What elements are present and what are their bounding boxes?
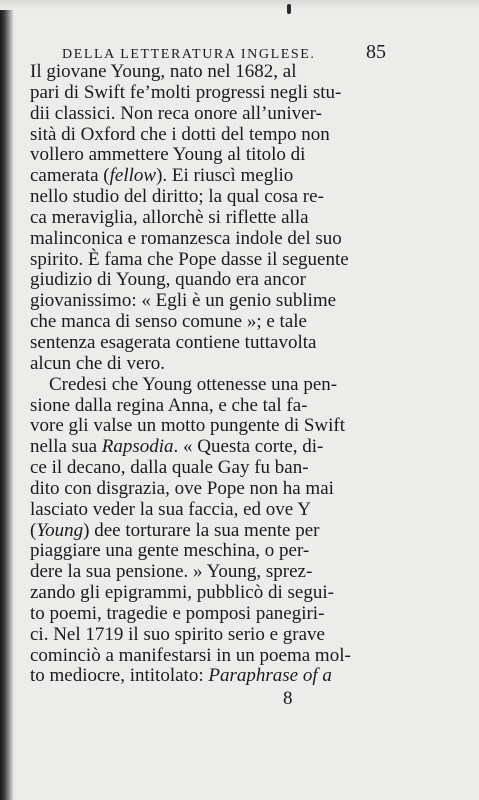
text-line [30, 375, 386, 396]
text-run: sentenza esagerata contiene tuttavolta [30, 331, 317, 353]
top-edge-shade [0, 0, 479, 10]
italic-run: Rapsodia [101, 436, 174, 458]
text-run: lasciato veder la sua faccia, ed ove Y [30, 498, 311, 520]
page-number: 85 [366, 41, 386, 63]
text-line [30, 312, 386, 333]
text-line [30, 521, 386, 542]
text-run: vollero ammettere Young al titolo di [30, 144, 306, 166]
text-line [30, 250, 386, 271]
text-run: pari di Swift fe’molti progressi negli stu- [30, 81, 342, 103]
text-run: dere la sua pensione. » Young, sprez- [30, 561, 313, 583]
text-run: nella sua [30, 436, 102, 458]
text-line [30, 104, 386, 125]
text-run: . « Questa corte, di- [173, 436, 324, 458]
text-line [30, 500, 386, 521]
signature-mark: 8 [283, 688, 293, 709]
text-line [30, 541, 386, 562]
text-line [30, 208, 386, 229]
text-run: camerata ( [30, 165, 110, 187]
text-line [30, 187, 386, 208]
text-run: ) dee torturare la sua mente per [83, 519, 320, 541]
text-run: giudizio di Young, quando era ancor [30, 269, 306, 291]
text-line [30, 333, 386, 354]
text-line [30, 416, 386, 437]
text-line [30, 625, 386, 646]
text-line [30, 125, 386, 146]
text-run: ). Ei riuscì meglio [156, 165, 294, 187]
text-line [30, 291, 386, 312]
text-run: sità di Oxford che i dotti del tempo non [30, 123, 330, 145]
text-run: dii classici. Non reca onore all’univer- [30, 102, 322, 124]
italic-run: fellow [109, 165, 157, 187]
text-line [30, 604, 386, 625]
text-line [30, 354, 386, 375]
text-line [30, 583, 386, 604]
text-run: dito con disgrazia, ove Pope non ha mai [30, 477, 334, 499]
text-run: alcun che di vero. [30, 352, 166, 374]
ink-mark [287, 4, 291, 14]
text-line [30, 437, 386, 458]
text-line [30, 83, 386, 104]
text-line [30, 562, 386, 583]
text-run: sione dalla regina Anna, e che tal fa- [30, 394, 308, 416]
text-run: Credesi che Young ottenesse una pen- [30, 373, 338, 395]
text-run: zando gli epigrammi, pubblicò di segui- [30, 582, 334, 604]
text-run: cominciò a manifestarsi in un poema mol- [30, 644, 351, 666]
text-run: giovanissimo: « Egli è un genio sublime [30, 290, 337, 312]
text-run: ci. Nel 1719 il suo spirito serio e grave [30, 623, 325, 645]
text-run: vore gli valse un motto pungente di Swift [30, 415, 346, 437]
text-line [30, 270, 386, 291]
text-line [30, 166, 386, 187]
text-run: nello studio del diritto; la qual cosa re- [30, 186, 324, 208]
text-run: che manca di senso comune »; e tale [30, 311, 307, 333]
binding-shadow [0, 0, 14, 800]
text-run: to poemi, tragedie e pomposi panegiri- [30, 602, 325, 624]
text-run: ca meraviglia, allorchè si riflette alla [30, 206, 309, 228]
body-text [30, 62, 386, 687]
text-line [30, 145, 386, 166]
text-run: ( [30, 519, 37, 541]
text-run: piaggiare una gente meschina, o per- [30, 540, 310, 562]
text-run: malinconica e romanzesca indole del suo [30, 227, 342, 249]
running-head: DELLA LETTERATURA INGLESE. [62, 47, 316, 62]
text-line [30, 458, 386, 479]
text-run: ce il decano, dalla quale Gay fu ban- [30, 457, 309, 479]
text-line [30, 646, 386, 667]
text-line [30, 666, 386, 687]
text-line [30, 396, 386, 417]
italic-run: Young [36, 519, 84, 541]
text-line [30, 229, 386, 250]
text-line [30, 479, 386, 500]
text-run: to mediocre, intitolato: [30, 665, 209, 687]
italic-run: Paraphrase of a [208, 665, 332, 687]
text-run: spirito. È fama che Pope dasse il seguente [30, 248, 349, 270]
text-run: Il giovane Young, nato nel 1682, al [30, 61, 297, 82]
text-line [30, 62, 386, 83]
